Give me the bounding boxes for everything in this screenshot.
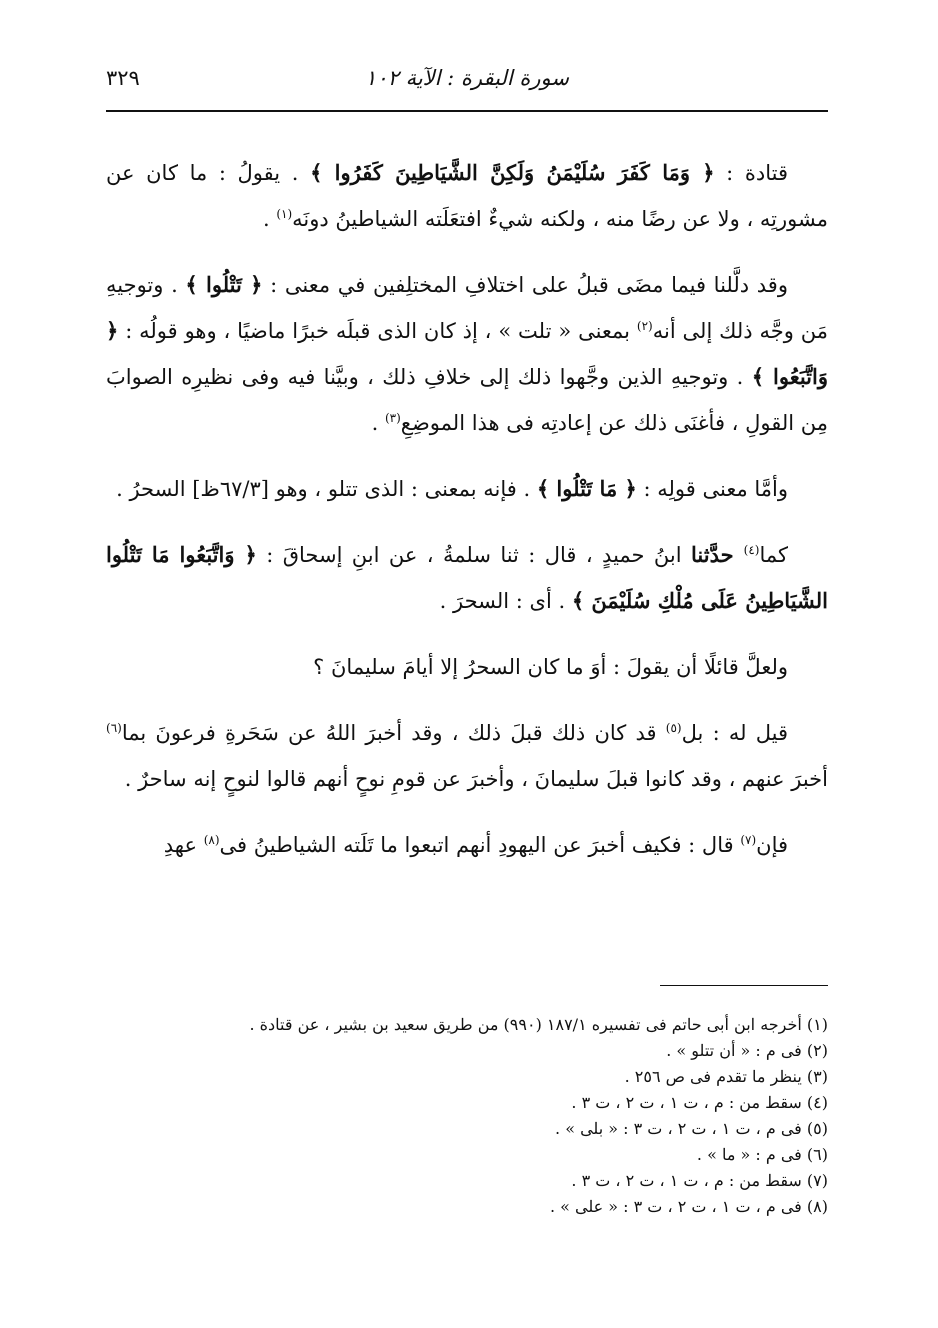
- footnote-item: (٥) فى م ، ت ١ ، ت ٢ ، ت ٣ : « بلى » .: [555, 1119, 828, 1138]
- footnote-ref: (٧): [740, 833, 757, 847]
- text-span: كما: [759, 543, 788, 567]
- body-paragraph: [106, 644, 828, 690]
- running-header: [106, 64, 828, 104]
- running-title: سورة البقرة : الآية ١٠٢: [365, 66, 569, 90]
- header-rule: [106, 110, 828, 112]
- text-span: .: [262, 207, 277, 231]
- text-span: قيل له : بل: [681, 721, 788, 745]
- footnote-item: (١) أخرجه ابن أبى حاتم فى تفسيره ١٨٧/١ (٩٩٠) من طريق سعيد بن بشير ، عن قتادة .: [249, 1015, 828, 1034]
- footnote-ref: (٦): [106, 721, 122, 735]
- quran-verse: ﴿ وَمَا كَفَرَ سُلَيْمَنُ وَلَكِنَّ الشَّيَاطِينَ كَفَرُوا ﴾: [310, 160, 715, 185]
- footnote-ref: (٤): [743, 543, 760, 557]
- text-span: . وتوجيهِ مَن وجَّه ذلك إلى أنه: [106, 273, 828, 343]
- text-span: . أى : السحرَ .: [439, 589, 572, 613]
- footnote-ref: (٨): [203, 833, 220, 847]
- body-paragraph: [106, 822, 828, 868]
- text-span: قتادة :: [714, 161, 788, 185]
- body-paragraph: [106, 262, 828, 446]
- footnote-item: (٦) فى م : « ما » .: [696, 1145, 828, 1164]
- quran-verse: ﴿ وَاتَّبَعُوا ﴾: [106, 318, 828, 389]
- footnote-item: (٧) سقط من : م ، ت ١ ، ت ٢ ، ت ٣ .: [571, 1171, 828, 1190]
- text-span: بمعنى « تلت » ، إذ كان الذى قبلَه خبرًا ماضيًا ، وهو قولُه :: [118, 319, 637, 343]
- page-number: ٣٢٩: [106, 66, 140, 90]
- footnote-ref: (٣): [384, 411, 401, 425]
- footnote-item: (٤) سقط من : م ، ت ١ ، ت ٢ ، ت ٣ .: [571, 1093, 828, 1112]
- footnotes-list: [106, 1012, 828, 1220]
- quran-verse: ﴿ وَاتَّبَعُوا مَا تَتْلُوا الشَّيَاطِينُ عَلَى مُلْكِ سُلَيْمَنَ ﴾: [106, 542, 828, 613]
- text-span: عهدِ: [163, 833, 204, 857]
- footnote-ref: (٥): [665, 721, 682, 735]
- text-span: وقد دلَّلنا فيما مضَى قبلُ على اختلافِ المختلِفين في معنى :: [262, 273, 788, 297]
- text-span: .: [371, 411, 385, 435]
- body-paragraph: [106, 466, 828, 512]
- footnote-ref: (١): [276, 207, 293, 221]
- body-paragraph: [106, 710, 828, 802]
- text-span: فإن: [756, 833, 788, 857]
- text-span: قال : فكيف أخبرَ عن اليهودِ أنهم اتبعوا ما تَلَته الشياطينُ فى: [219, 833, 741, 857]
- text-span: ابنُ حميدٍ ، قال : ثنا سلمةُ ، عن ابنِ إسحاقَ :: [256, 543, 691, 567]
- text-span: أخبرَ عنهم ، وقد كانوا قبلَ سليمانَ ، وأخبرَ عن قومِ نوحٍ أنهم قالوا لنوحٍ إنه ساحرٌ .: [124, 767, 828, 791]
- footnote-ref: (٢): [636, 319, 653, 333]
- text-span: ولعلَّ قائلًا أن يقولَ : أوَ ما كان السحرُ إلا أيامَ سليمانَ ؟: [313, 655, 788, 679]
- text-span: . يقولُ : ما كان عن مشورتِه ، ولا عن رضًا منه ، ولكنه شيءٌ افتعَلَته الشياطينُ دونَه: [106, 161, 828, 231]
- footnote-item: (٢) فى م : « أن تتلو » .: [666, 1041, 828, 1060]
- text-span: قد كان ذلك قبلَ ذلك ، وقد أخبرَ اللهُ عن سَحَرةِ فرعونَ بما: [121, 721, 666, 745]
- bold-text: حدَّثنا: [691, 542, 744, 567]
- body-paragraph: [106, 150, 828, 242]
- text-span: وأمَّا معنى قولِه :: [636, 477, 788, 501]
- footnote-item: (٣) ينظر ما تقدم فى ص ٢٥٦ .: [624, 1067, 828, 1086]
- main-text: [106, 150, 828, 888]
- footnote-item: (٨) فى م ، ت ١ ، ت ٢ ، ت ٣ : « على » .: [549, 1197, 828, 1216]
- quran-verse: ﴿ مَا تَتْلُوا ﴾: [536, 476, 637, 501]
- text-span: . فإنه بمعنى : الذى تتلو ، وهو [٦٧/٣ظ] السحرُ .: [116, 477, 537, 501]
- quran-verse: ﴿ تَتْلُوا ﴾: [185, 272, 263, 297]
- text-span: . وتوجيهِ الذين وجَّهوا ذلك إلى خلافِ ذلك ، وبيَّنا فيه وفى نظيرِه الصوابَ مِن القولِ ، فأغنَى ذلك عن إعادتِه فى هذا الموضِعِ: [106, 365, 828, 435]
- footnote-separator: [660, 985, 828, 986]
- body-paragraph: [106, 532, 828, 624]
